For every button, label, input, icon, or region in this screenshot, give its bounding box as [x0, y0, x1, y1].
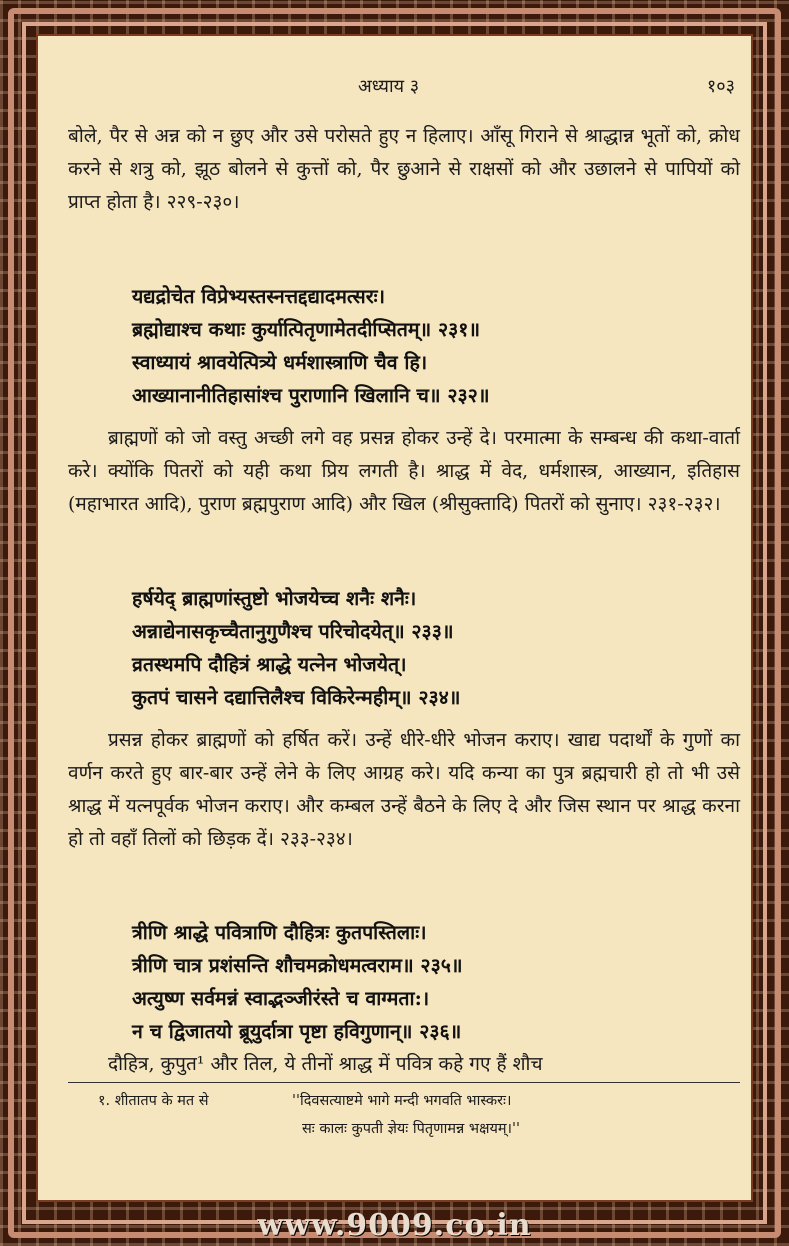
verse-line-12: न च द्विजातयो ब्रूयुर्दात्रा पृष्टा हविगुणान्॥ २३६॥ [132, 1020, 462, 1043]
footnote-line-1: ''दिवसत्याष्टमे भागे मन्दी भगवति भास्करः। [292, 1093, 512, 1109]
verse-line-9: त्रीणि श्राद्धे पवित्राणि दौहित्रः कुतपस्तिलाः। [132, 921, 427, 944]
verse-line-6: अन्नाद्येनासकृच्चैतानुगुणैश्च परिचोदयेत्॥ २३३॥ [132, 620, 454, 643]
footnote-line-2: सः कालः कुपती ज्ञेयः पितृणामन्न भक्षयम्।'' [302, 1121, 521, 1137]
page-header [38, 74, 751, 104]
verse-line-7: व्रतस्थमपि दौहित्रं श्राद्धे यत्नेन भोजयेत्। [132, 653, 407, 676]
footnote-divider [68, 1082, 740, 1083]
watermark-bar [0, 1210, 789, 1246]
verse-line-1: यद्यद्रोचेत विप्रेभ्यस्तस्नत्तद्दद्यादमत्सरः। [132, 285, 385, 308]
verse-line-2: ब्रह्मोद्याश्च कथाः कुर्यात्पितृणामेतदीप्सितम्॥ २३१॥ [132, 318, 481, 341]
verse-line-11: अत्युष्ण सर्वमन्नं स्वाद्भञ्जीरंस्ते च वाग्मता:। [132, 987, 430, 1010]
footnote-label: १. शीतातप के मत से [98, 1093, 209, 1109]
page-number: १०३ [706, 76, 735, 97]
page [36, 34, 753, 1202]
watermark-url: www.9009.co.in [257, 1208, 532, 1243]
verse-line-10: त्रीणि चात्र प्रशंसन्ति शौचमक्रोधमत्वराम॥ २३५॥ [132, 954, 463, 977]
chapter-title: अध्याय ३ [358, 76, 420, 97]
verse-line-4: आख्यानानीतिहासांश्च पुराणानि खिलानि च॥ २३२॥ [132, 384, 490, 407]
verse-line-5: हर्षयेद् ब्राह्मणांस्तुष्टो भोजयेच्च शनैः शनैः। [132, 587, 417, 610]
verse-line-3: स्वाध्यायं श्रावयेत्पित्र्ये धर्मशास्त्राणि चैव हि। [132, 351, 428, 374]
paragraph-2: ब्राह्मणों को जो वस्तु अच्छी लगे वह प्रसन्न होकर उन्हें दे। परमात्मा के सम्बन्ध की कथा-वार्ता करे। क्योंकि पितरों को यही कथा प्रिय लगती है। श्राद्ध में वेद, धर्मशास्त्र, आख्यान, इतिहास (महाभारत आदि), पुराण ब्रह्मपुराण आदि) और खिल (श्रीसुक्तादि) पितरों को सुनाए। २३१-२३२। [68, 427, 740, 515]
paragraph-4: दौहित्र, कुपुत¹ और तिल, ये तीनों श्राद्ध में पवित्र कहे गए हैं शौच [108, 1053, 543, 1075]
paragraph-3: प्रसन्न होकर ब्राह्मणों को हर्षित करें। उन्हें धीरे-धीरे भोजन कराए। खाद्य पदार्थों के गुणों का वर्णन करते हुए बार-बार उन्हें लेने के लिए आग्रह करे। यदि कन्या का पुत्र ब्रह्मचारी हो तो भी उसे श्राद्ध में यत्नपूर्वक भोजन कराए। और कम्बल उन्हें बैठने के लिए दे और जिस स्थान पर श्राद्ध करना हो तो वहाँ तिलों को छिड़क दें। २३३-२३४। [68, 729, 740, 850]
verse-line-8: कुतपं चासने दद्यात्तिलैश्च विकिरेन्महीम्॥ २३४॥ [132, 686, 461, 709]
paragraph-1: बोले, पैर से अन्न को न छुए और उसे परोसते हुए न हिलाए। आँसू गिराने से श्राद्धान्न भूतों को, क्रोध करने से शत्रु को, झूठ बोलने से कुत्तों को, पैर छुआने से राक्षसों को और उछालने से पापियों को प्राप्त होता है। २२९-२३०। [68, 125, 740, 213]
